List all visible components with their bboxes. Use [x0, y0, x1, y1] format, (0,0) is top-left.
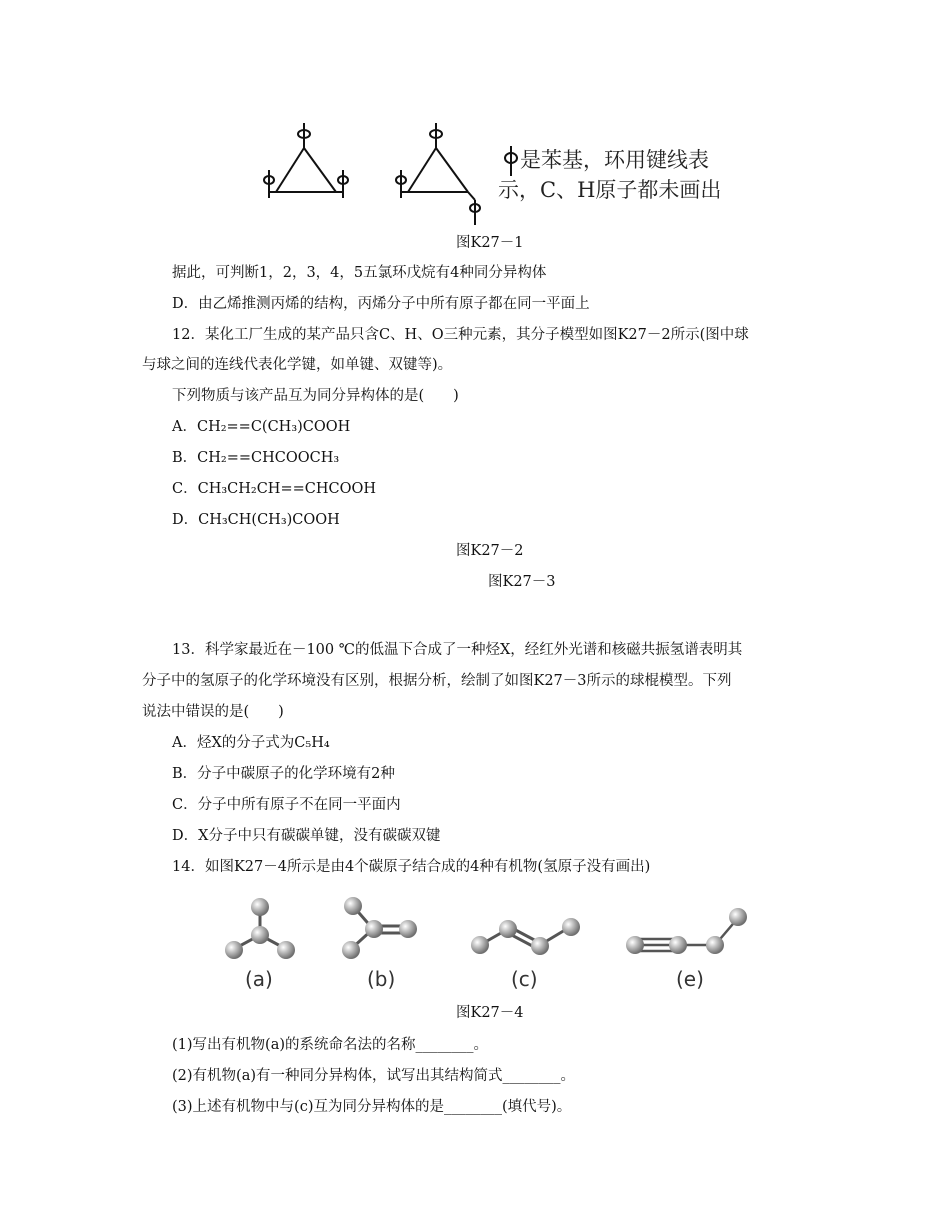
model-b-label: (b): [367, 967, 396, 991]
question-12-option-a: A．CH₂==C(CH₃)COOH: [172, 419, 351, 435]
model-c-label: (c): [511, 967, 538, 991]
paragraph-isomer-conclusion: 据此，可判断1，2，3，4，5五氯环戊烷有4种同分异构体: [172, 265, 547, 281]
question-13-option-b: B．分子中碳原子的化学环境有2种: [172, 766, 395, 782]
question-13-line2: 分子中的氢原子的化学环境没有区别，根据分析，绘制了如图K27－3所示的球棍模型。下列: [142, 673, 732, 689]
question-12-ask: 下列物质与该产品互为同分异构体的是( ): [172, 388, 459, 404]
question-12-line1: 12．某化工厂生成的某产品只含C、H、O三种元素，其分子模型如图K27－2所示(图中球: [172, 327, 749, 343]
model-b: [342, 897, 417, 959]
option-d-propene: D．由乙烯推测丙烯的结构，丙烯分子中所有原子都在同一平面上: [172, 296, 590, 312]
phenyl-symbol-icon: [501, 146, 521, 176]
figure-k27-1-note-line1: 是苯基，环用键线表: [520, 148, 709, 172]
question-14-sub2: (2)有机物(a)有一种同分异构体，试写出其结构简式________。: [172, 1068, 575, 1084]
molecule-2: [396, 123, 480, 225]
figure-k27-1-note-line2: 示，C、H原子都未画出: [498, 178, 722, 202]
model-a-label: (a): [245, 967, 273, 991]
question-13-line3: 说法中错误的是( ): [142, 704, 284, 720]
model-e: [626, 908, 747, 954]
question-14-line1: 14．如图K27－4所示是由4个碳原子结合成的4种有机物(氢原子没有画出): [172, 859, 651, 875]
figure-k27-2-caption: 图K27－2: [456, 543, 524, 559]
question-12-option-b: B．CH₂==CHCOOCH₃: [172, 450, 340, 466]
figure-k27-3-caption: 图K27－3: [488, 574, 556, 590]
figure-k27-1: [250, 120, 500, 230]
molecule-1: [264, 123, 348, 198]
model-c: [471, 918, 580, 955]
question-13-option-d: D．X分子中只有碳碳单键，没有碳碳双键: [172, 828, 441, 844]
model-e-label: (e): [676, 967, 704, 991]
question-13-option-c: C．分子中所有原子不在同一平面内: [172, 797, 401, 813]
figure-k27-4-caption: 图K27－4: [456, 1005, 524, 1021]
question-12-line2: 与球之间的连线代表化学键，如单键、双键等)。: [142, 357, 453, 373]
question-13-option-a: A．烃X的分子式为C₅H₄: [172, 735, 330, 751]
question-14-sub1: (1)写出有机物(a)的系统命名法的名称________。: [172, 1037, 488, 1053]
question-13-line1: 13．科学家最近在－100 ℃的低温下合成了一种烃X，经红外光谱和核磁共振氢谱表明其: [172, 642, 743, 658]
model-a: [225, 898, 295, 959]
question-12-option-d: D．CH₃CH(CH₃)COOH: [172, 512, 340, 528]
question-14-sub3: (3)上述有机物中与(c)互为同分异构体的是________(填代号)。: [172, 1099, 572, 1115]
question-12-option-c: C．CH₃CH₂CH==CHCOOH: [172, 481, 376, 497]
figure-k27-1-caption: 图K27－1: [456, 235, 524, 251]
